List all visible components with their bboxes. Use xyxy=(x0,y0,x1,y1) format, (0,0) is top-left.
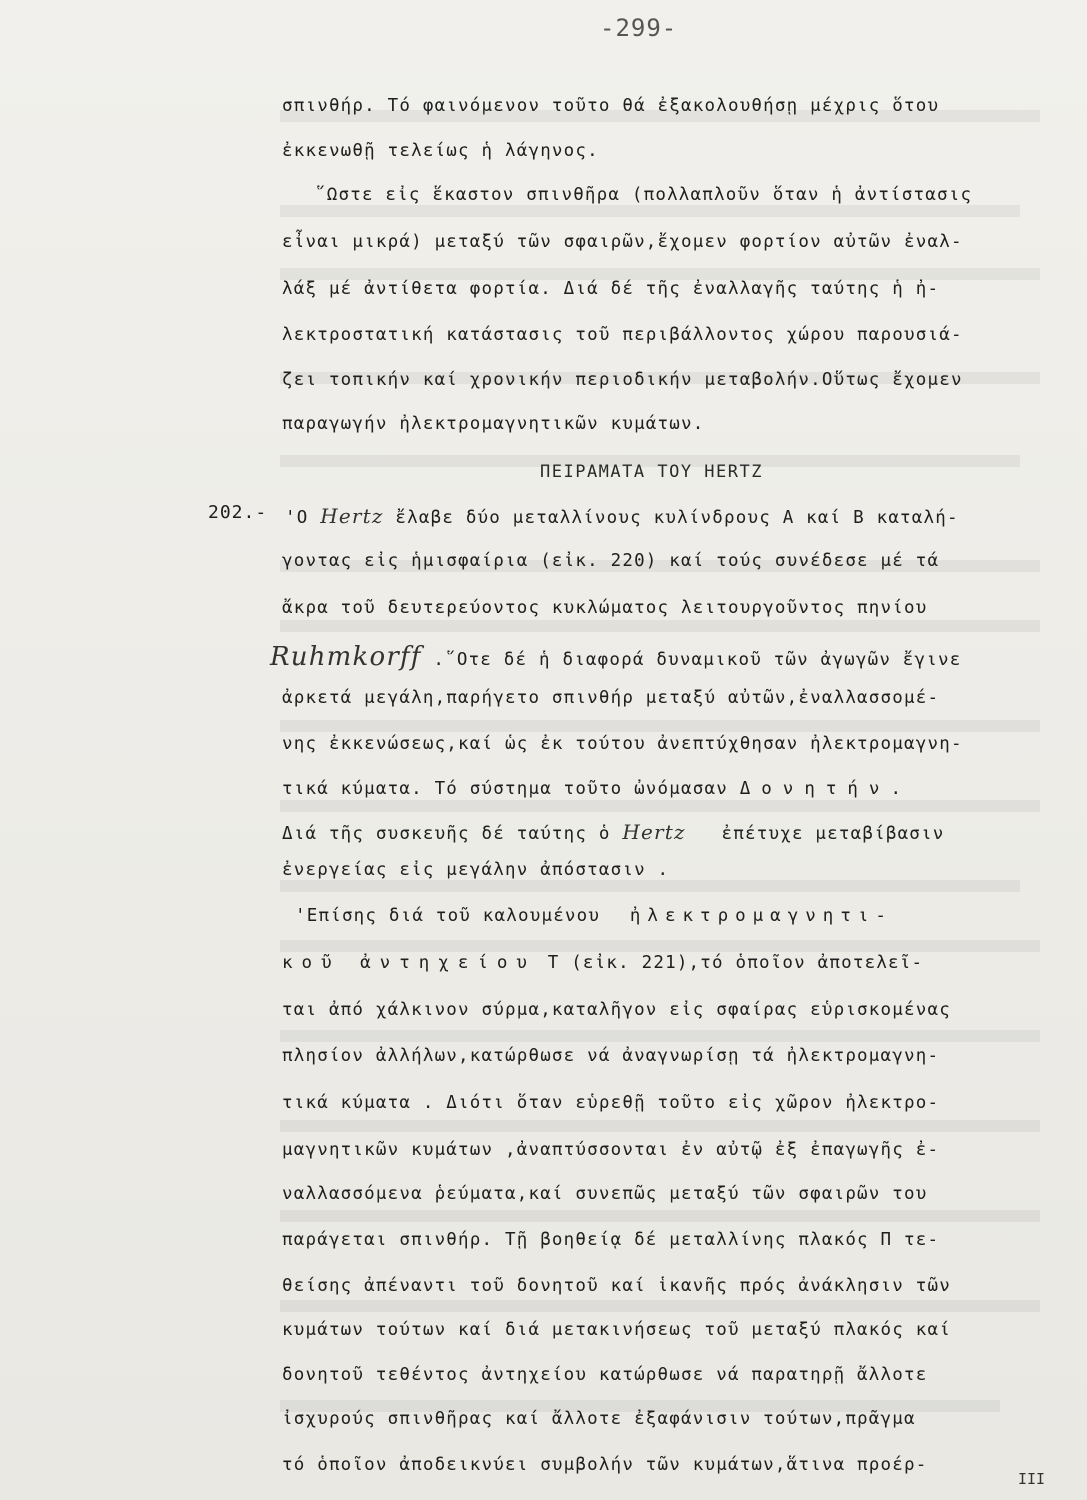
text-fragment: τικά κύματα. Τό σύστημα τοῦτο ὠνόμασαν xyxy=(282,779,728,799)
handwritten-name: Hertz xyxy=(622,820,686,844)
text-line: ναλλασσόμενα ῥεύματα,καί συνεπῶς μεταξύ τῶν σφαιρῶν του xyxy=(282,1184,928,1204)
text-fragment: .῞Οτε δέ ἡ διαφορά δυναμικοῦ τῶν ἀγωγῶν ἔγινε xyxy=(433,650,962,670)
text-line: θείσης ἀπέναντι τοῦ δονητοῦ καί ἱκανῆς πρός ἀνάκλησιν τῶν xyxy=(282,1276,951,1296)
page-number: -299- xyxy=(600,14,678,42)
text-line: κυμάτων τούτων καί διά μετακινήσεως τοῦ μεταξύ πλακός καί xyxy=(282,1320,951,1340)
text-line: ζει τοπικήν καί χρονικήν περιοδικήν μεταβολήν.Οὕτως ἔχομεν xyxy=(282,370,963,390)
text-line: πλησίον ἀλλήλων,κατώρθωσε νά ἀναγνωρίσῃ τά ἠλεκτρομαγνη- xyxy=(282,1046,940,1066)
text-line: λάξ μέ ἀντίθετα φορτία. Διά δέ τῆς ἐναλλαγῆς ταύτης ἡ ἠ- xyxy=(282,279,940,299)
text-line: ῞Ωστε εἰς ἕκαστον σπινθῆρα (πολλαπλοῦν ὅταν ἡ ἀντίστασις xyxy=(315,185,973,205)
text-line xyxy=(282,779,912,799)
text-fragment: Τ (εἰκ. 221),τό ὁποῖον ἀποτελεῖ- xyxy=(547,953,924,973)
text-line: ἰσχυρούς σπινθῆρας καί ἄλλοτε ἐξαφάνισιν τούτων,πρᾶγμα xyxy=(282,1409,916,1429)
text-fragment: ἐπέτυχε μεταβίβασιν xyxy=(721,824,945,844)
text-line: ἀρκετά μεγάλη,παρήγετο σπινθήρ μεταξύ αὐτῶν,ἐναλλασσομέ- xyxy=(282,688,940,708)
text-line: νης ἐκκενώσεως,καί ὡς ἐκ τούτου ἀνεπτύχθησαν ἠλεκτρομαγνη- xyxy=(282,734,963,754)
footer-mark: ΙΙΙ xyxy=(1018,1470,1046,1488)
text-line: τικά κύματα . Διότι ὅταν εὑρεθῇ τοῦτο εἰς χῶρον ἠλεκτρο- xyxy=(282,1093,940,1113)
text-line: ται ἀπό χάλκινον σύρμα,καταλῆγον εἰς σφαίρας εὑρισκομένας xyxy=(282,1000,951,1020)
handwritten-name: Ruhmkorff xyxy=(270,642,422,672)
paragraph-number: 202.- xyxy=(208,502,268,523)
text-line xyxy=(282,820,945,844)
text-fragment: Διά τῆς συσκευῆς δέ ταύτης ὁ xyxy=(282,824,611,844)
text-line: σπινθήρ. Τό φαινόμενον τοῦτο θά ἐξακολουθήσῃ μέχρις ὅτου xyxy=(282,96,940,116)
text-line: ἐκκενωθῇ τελείως ἡ λάγηνος. xyxy=(282,141,599,161)
text-fragment: 'Επίσης διά τοῦ καλουμένου xyxy=(295,906,601,926)
handwritten-name: Hertz xyxy=(320,504,384,528)
text-line xyxy=(295,906,893,926)
spaced-term: Δονητήν. xyxy=(739,779,913,799)
text-line: ἄκρα τοῦ δευτερεύοντος κυκλώματος λειτουργοῦντος πηνίου xyxy=(282,598,928,618)
text-line: τό ὁποῖον ἀποδεικνύει συμβολήν τῶν κυμάτων,ἅτινα προέρ- xyxy=(282,1455,928,1475)
text-line: μαγνητικῶν κυμάτων ,ἀναπτύσσονται ἐν αὐτῷ ἐξ ἐπαγωγῆς ἐ- xyxy=(282,1140,940,1160)
text-line: γοντας εἰς ἡμισφαίρια (εἰκ. 220) καί τούς συνέδεσε μέ τά xyxy=(282,551,940,571)
spaced-term: ἠλεκτρομαγνητι- xyxy=(629,906,893,926)
text-line xyxy=(270,642,961,672)
section-heading: ΠΕΙΡΑΜΑΤΑ ΤΟΥ HERTZ xyxy=(540,462,763,482)
text-line xyxy=(285,504,959,528)
text-line: δονητοῦ τεθέντος ἀντηχείου κατώρθωσε νά παρατηρῇ ἄλλοτε xyxy=(282,1365,928,1385)
text-line xyxy=(282,953,923,973)
text-line: εἶναι μικρά) μεταξύ τῶν σφαιρῶν,ἔχομεν φορτίον αὐτῶν ἐναλ- xyxy=(282,232,963,252)
text-line: ἐνεργείας εἰς μεγάλην ἀπόστασιν . xyxy=(282,860,670,880)
spaced-term: κοῦ ἀντηχείου xyxy=(282,953,536,973)
text-fragment: 'Ο xyxy=(285,508,309,528)
text-fragment: ἔλαβε δύο μεταλλίνους κυλίνδρους Α καί Β καταλή- xyxy=(395,508,959,528)
text-line: παραγωγήν ἠλεκτρομαγνητικῶν κυμάτων. xyxy=(282,414,705,434)
text-line: λεκτροστατική κατάστασις τοῦ περιβάλλοντος χώρου παρουσιά- xyxy=(282,325,963,345)
text-line: παράγεται σπινθήρ. Τῇ βοηθείᾳ δέ μεταλλίνης πλακός Π τε- xyxy=(282,1230,940,1250)
